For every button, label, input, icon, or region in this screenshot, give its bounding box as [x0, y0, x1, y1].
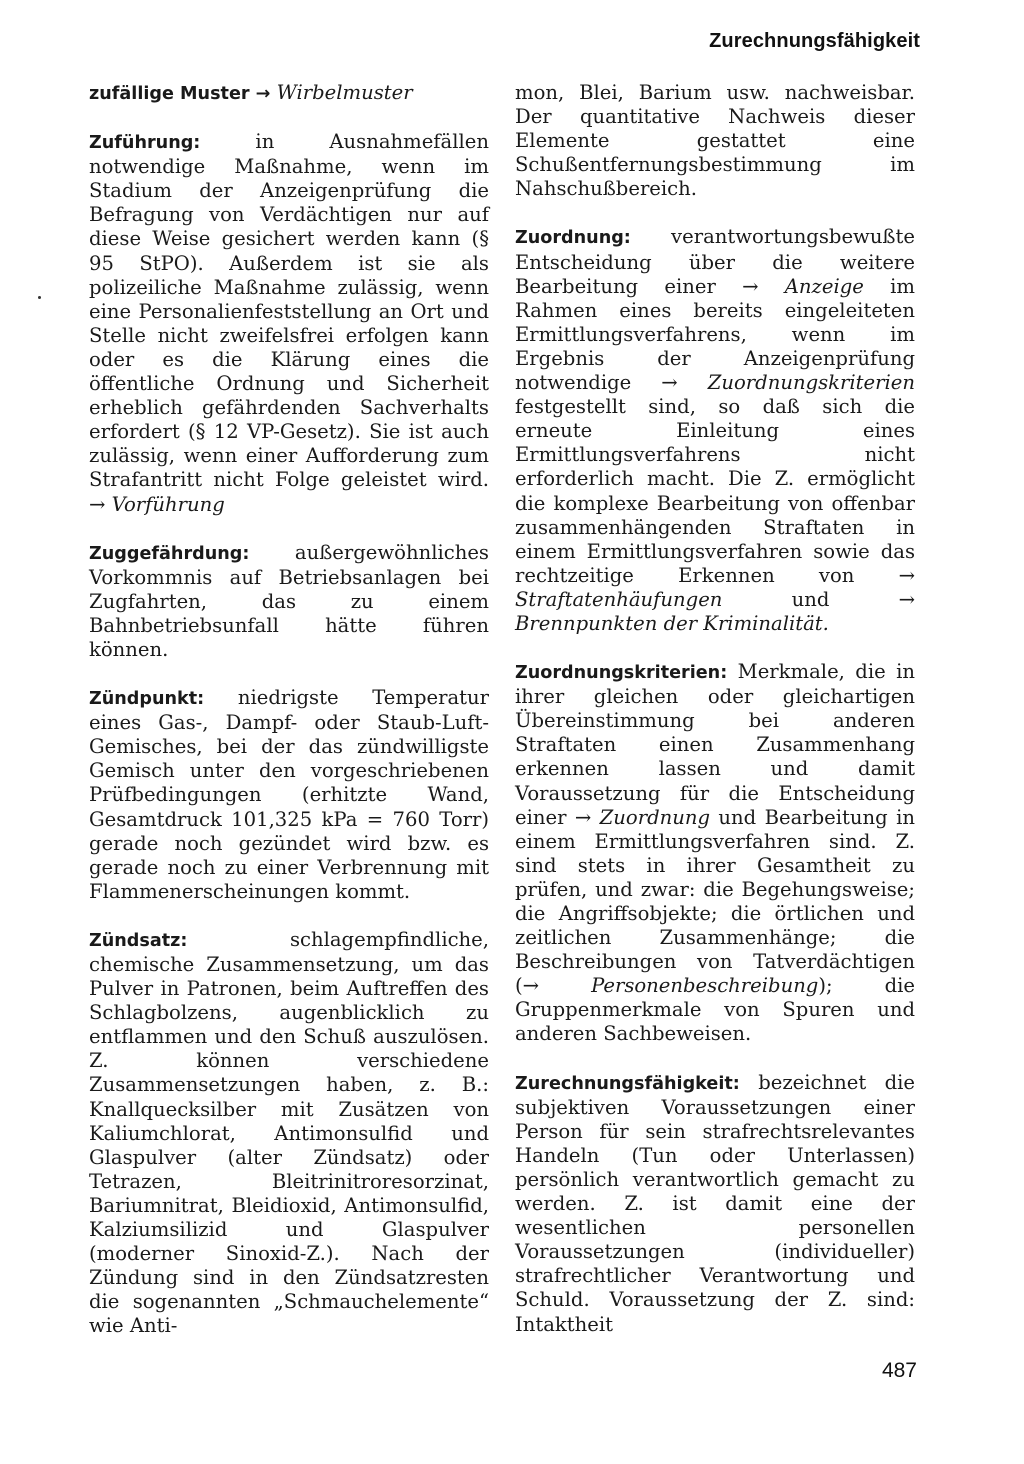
- entry-zufaellige-muster: [89, 81, 489, 106]
- cross-reference: Anzeige: [784, 274, 864, 298]
- entry-text: verantwortungsbewußte Entscheidung über die weitere Bearbeitung einer →: [515, 225, 915, 298]
- entry-zurechnungsfaehigkeit: [515, 1071, 915, 1337]
- continuation-text: mon, Blei, Barium usw. nachweisbar. Der quantitative Nachweis dieser Elemente gestattet eine Schußentfernungsbestimmung im Nahschußbereich.: [515, 81, 915, 201]
- left-column: [89, 81, 489, 1363]
- lemma: Zuordnungskriterien:: [515, 663, 728, 684]
- lemma: Zuggefährdung:: [89, 543, 250, 564]
- entry-zufuehrung: [89, 130, 489, 517]
- lemma: Zuordnung:: [515, 228, 631, 249]
- entry-text: festgestellt sind, so daß sich die erneute Einleitung eines Ermittlungsverfahrens nicht erforderlich macht. Die Z. ermöglicht die komplexe Bearbeitung von offenbar zusammenhängenden Straftaten in einem Ermittlungsverfahren sowie das rechtzeitige Erkennen von →: [515, 395, 915, 587]
- right-column: [515, 81, 915, 1361]
- lemma: Zurechnungsfähigkeit:: [515, 1073, 740, 1094]
- cross-reference: Personenbeschreibung: [591, 974, 819, 998]
- entry-text: niedrigste Temperatur eines Gas-, Dampf- oder Staub-Luft-Gemisches, bei der das zündwilligste Gemisch unter den vorgeschriebenen Prüfbedingungen (erhitzte Wand, Gesamtdruck 101,325 kPa = 760 Torr) gerade noch gezündet wird bzw. es gerade noch zu einer Verbrennung mit Flammenerscheinungen kommt.: [89, 686, 489, 903]
- entry-text: ); die Gruppenmerkmale von Spuren und anderen Sachbeweisen.: [515, 974, 915, 1046]
- lemma: Zündsatz:: [89, 930, 188, 951]
- entry-text: außergewöhnliches Vorkommnis auf Betriebsanlagen bei Zugfahrten, das zu einem Bahnbetriebsunfall hätte führen können.: [89, 540, 489, 661]
- cross-reference: Zuordnungskriterien: [707, 371, 915, 395]
- entry-zuggefaehrdung: [89, 541, 489, 662]
- entry-zuordnungskriterien: [515, 660, 915, 1047]
- lemma: Zuführung:: [89, 133, 201, 154]
- lemma: zufällige Muster →: [89, 84, 271, 104]
- scan-speck: [38, 296, 41, 299]
- cross-reference: Wirbelmuster: [276, 81, 413, 104]
- entry-zuendsatz: [89, 928, 489, 1339]
- entry-zuordnung: [515, 225, 915, 636]
- entry-text: Merkmale, die in ihrer gleichen oder gleichartigen Übereinstimmung bei anderen Straftaten einen Zusammenhang erkennen lassen und damit Voraussetzung für die Entscheidung einer →: [515, 660, 915, 829]
- cross-reference: Vorführung: [111, 492, 225, 516]
- entry-zuendpunkt: [89, 686, 489, 904]
- entry-text: bezeichnet die subjektiven Voraussetzungen einer Person für sein strafrechtsrelevantes Handeln (Tun oder Unterlassen) persönlich verantwortlich gemacht zu werden. Z. ist damit eine der wesentlichen personellen Voraussetzungen (individueller) strafrechtlicher Verantwortung und Schuld. Voraussetzung der Z. sind: Intaktheit: [515, 1070, 915, 1336]
- entry-text: und →: [722, 587, 915, 611]
- entry-text: und Bearbeitung in einem Ermittlungsverfahren sind. Z. sind stets in ihrer Gesamtheit zu prüfen, und zwar: die Begehungsweise; die Angriffsobjekte; die örtlichen und zeitlichen Zusammenhänge; die Beschreibungen von Tatverdächtigen (→: [515, 805, 915, 998]
- entry-text: in Ausnahmefällen notwendige Maßnahme, wenn im Stadium der Anzeigenprüfung die Befragung von Verdächtigen nur auf diese Weise gesichert werden kann (§ 95 StPO). Außerdem ist sie als polizeiliche Maßnahme zulässig, wenn eine Personalienfeststellung an Ort und Stelle nicht zweifelsfrei erfolgen kann oder es die Klärung eines die öffentliche Ordnung und Sicherheit erheblich gefährdenden Sachverhalts erfordert (§ 12 VP-Gesetz). Sie ist auch zulässig, wenn einer Aufforderung zum Strafantritt nicht Folge geleistet wird. →: [89, 130, 489, 516]
- lemma: Zündpunkt:: [89, 689, 205, 710]
- running-head: Zurechnungsfähigkeit: [709, 30, 920, 52]
- cross-reference: Zuordnung: [599, 805, 711, 829]
- page-number: 487: [881, 1359, 917, 1382]
- cross-reference: Brennpunkten der Kriminalität.: [515, 611, 829, 635]
- entry-text: im Rahmen eines bereits eingeleiteten Ermittlungsverfahrens, wenn im Ergebnis der Anzeigenprüfung notwendige →: [515, 274, 915, 395]
- cross-reference: Straftatenhäufungen: [515, 587, 723, 611]
- entry-text: schlagempfindliche, chemische Zusammensetzung, um das Pulver in Patronen, beim Auftreffen des Schlagbolzens, augenblicklich zu entflammen und den Schuß auszulösen. Z. können verschiedene Zusammensetzungen haben, z. B.: Knallquecksilber mit Zusätzen von Kaliumchlorat, Antimonsulfid und Glaspulver (alter Zündsatz) oder Tetrazen, Bleitrinitroresorzinat, Bariumnitrat, Bleidioxid, Antimonsulfid, Kalziumsilizid und Glaspulver (moderner Sinoxid-Z.). Nach der Zündung sind in den Zündsatzresten die sogenannten „Schmauchelemente“ wie Anti-: [89, 927, 489, 1338]
